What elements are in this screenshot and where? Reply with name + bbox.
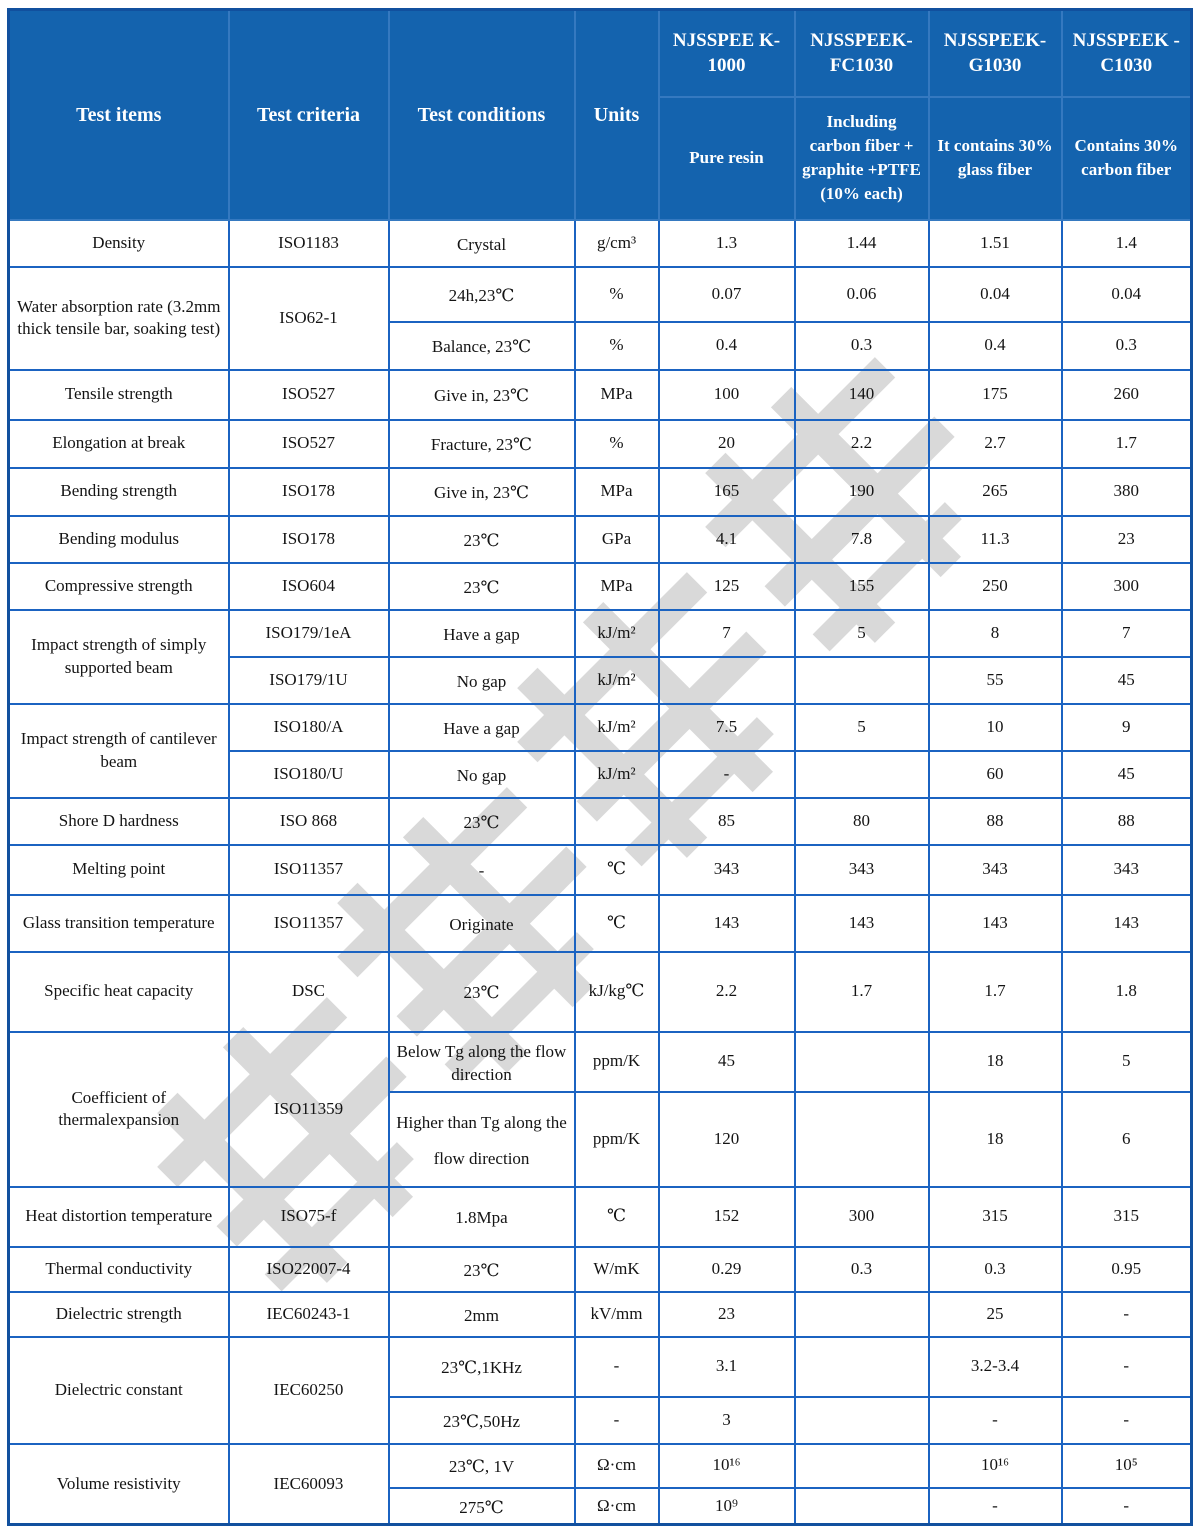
value-cell: 0.3 — [929, 1247, 1062, 1292]
product-name: NJSSPEE K-1000 — [659, 10, 795, 97]
table-row — [9, 1337, 1192, 1397]
test-item-cell: Thermal conductivity — [9, 1247, 229, 1292]
table-row — [9, 1247, 1192, 1292]
value-cell: 125 — [659, 563, 795, 610]
criteria-cell: ISO179/1eA — [229, 610, 389, 657]
condition-cell: Have a gap — [389, 704, 575, 751]
value-cell: 10⁹ — [659, 1488, 795, 1525]
product-name: NJSSPEEK -C1030 — [1062, 10, 1192, 97]
criteria-cell: ISO11357 — [229, 845, 389, 895]
unit-cell: MPa — [575, 468, 659, 516]
value-cell: 315 — [929, 1187, 1062, 1247]
unit-cell — [575, 798, 659, 845]
value-cell: 55 — [929, 657, 1062, 704]
condition-cell: 275℃ — [389, 1488, 575, 1525]
value-cell: 2.7 — [929, 420, 1062, 468]
condition-cell: No gap — [389, 751, 575, 798]
criteria-cell: ISO11357 — [229, 895, 389, 952]
col-header-test-conditions: Test conditions — [389, 10, 575, 220]
unit-cell: MPa — [575, 563, 659, 610]
criteria-cell: IEC60093 — [229, 1444, 389, 1525]
table-row — [9, 516, 1192, 563]
value-cell — [795, 1092, 929, 1187]
criteria-cell: ISO604 — [229, 563, 389, 610]
value-cell: 0.95 — [1062, 1247, 1192, 1292]
unit-cell: - — [575, 1337, 659, 1397]
value-cell: 4.1 — [659, 516, 795, 563]
test-item-cell: Tensile strength — [9, 370, 229, 420]
header-row-products — [9, 10, 1192, 97]
table-row — [9, 1292, 1192, 1337]
value-cell: 1.51 — [929, 220, 1062, 267]
value-cell: 260 — [1062, 370, 1192, 420]
condition-cell: Originate — [389, 895, 575, 952]
unit-cell: W/mK — [575, 1247, 659, 1292]
value-cell: 7 — [1062, 610, 1192, 657]
unit-cell: ppm/K — [575, 1032, 659, 1092]
unit-cell: % — [575, 420, 659, 468]
value-cell — [795, 751, 929, 798]
value-cell — [795, 1032, 929, 1092]
unit-cell: ℃ — [575, 1187, 659, 1247]
table-row — [9, 563, 1192, 610]
value-cell: - — [929, 1397, 1062, 1444]
value-cell: 0.3 — [795, 1247, 929, 1292]
value-cell: 100 — [659, 370, 795, 420]
value-cell: 190 — [795, 468, 929, 516]
criteria-cell: ISO527 — [229, 370, 389, 420]
condition-cell: Crystal — [389, 220, 575, 267]
table-row — [9, 1032, 1192, 1092]
unit-cell: kV/mm — [575, 1292, 659, 1337]
condition-cell: 23℃ — [389, 516, 575, 563]
condition-cell: 23℃, 1V — [389, 1444, 575, 1488]
value-cell: 0.4 — [659, 322, 795, 370]
condition-cell: 23℃ — [389, 798, 575, 845]
table-row — [9, 610, 1192, 657]
value-cell: 0.4 — [929, 322, 1062, 370]
value-cell — [795, 1337, 929, 1397]
value-cell: 80 — [795, 798, 929, 845]
value-cell: - — [929, 1488, 1062, 1525]
condition-cell: - — [389, 845, 575, 895]
value-cell: 9 — [1062, 704, 1192, 751]
test-item-cell: Coefficient of thermalexpansion — [9, 1032, 229, 1187]
condition-cell: Balance, 23℃ — [389, 322, 575, 370]
value-cell: 1.7 — [929, 952, 1062, 1032]
test-item-cell: Dielectric constant — [9, 1337, 229, 1444]
test-item-cell: Specific heat capacity — [9, 952, 229, 1032]
value-cell: 300 — [795, 1187, 929, 1247]
unit-cell: GPa — [575, 516, 659, 563]
table-row — [9, 845, 1192, 895]
table-row — [9, 420, 1192, 468]
value-cell: 5 — [1062, 1032, 1192, 1092]
value-cell: 11.3 — [929, 516, 1062, 563]
test-item-cell: Impact strength of simply supported beam — [9, 610, 229, 704]
value-cell: 265 — [929, 468, 1062, 516]
table-row — [9, 370, 1192, 420]
product-description: It contains 30% glass fiber — [929, 97, 1062, 220]
col-header-units: Units — [575, 10, 659, 220]
value-cell: 1.3 — [659, 220, 795, 267]
unit-cell: g/cm³ — [575, 220, 659, 267]
table-row — [9, 220, 1192, 267]
value-cell: 45 — [659, 1032, 795, 1092]
value-cell: 18 — [929, 1032, 1062, 1092]
value-cell: 3.1 — [659, 1337, 795, 1397]
unit-cell: % — [575, 267, 659, 322]
criteria-cell: ISO178 — [229, 516, 389, 563]
value-cell: 0.04 — [1062, 267, 1192, 322]
test-item-cell: Bending strength — [9, 468, 229, 516]
col-header-test-criteria: Test criteria — [229, 10, 389, 220]
condition-cell: Below Tg along the flow direction — [389, 1032, 575, 1092]
value-cell: 343 — [929, 845, 1062, 895]
condition-cell: Higher than Tg along the flow direction — [389, 1092, 575, 1187]
condition-cell: Have a gap — [389, 610, 575, 657]
unit-cell: kJ/m² — [575, 610, 659, 657]
value-cell: 10⁵ — [1062, 1444, 1192, 1488]
test-item-cell: Density — [9, 220, 229, 267]
value-cell: 3.2-3.4 — [929, 1337, 1062, 1397]
value-cell: 165 — [659, 468, 795, 516]
value-cell: 20 — [659, 420, 795, 468]
criteria-cell: ISO 868 — [229, 798, 389, 845]
unit-cell: Ω·cm — [575, 1444, 659, 1488]
test-item-cell: Glass transition temperature — [9, 895, 229, 952]
value-cell: 1.44 — [795, 220, 929, 267]
col-header-test-items: Test items — [9, 10, 229, 220]
value-cell: 7.8 — [795, 516, 929, 563]
value-cell: 45 — [1062, 751, 1192, 798]
value-cell: 380 — [1062, 468, 1192, 516]
value-cell: - — [659, 751, 795, 798]
value-cell: 0.29 — [659, 1247, 795, 1292]
value-cell: 2.2 — [659, 952, 795, 1032]
value-cell: 7 — [659, 610, 795, 657]
table-row — [9, 267, 1192, 322]
unit-cell: - — [575, 1397, 659, 1444]
value-cell: 2.2 — [795, 420, 929, 468]
value-cell: 1.8 — [1062, 952, 1192, 1032]
value-cell: 6 — [1062, 1092, 1192, 1187]
criteria-cell: DSC — [229, 952, 389, 1032]
condition-cell: Fracture, 23℃ — [389, 420, 575, 468]
test-item-cell: Water absorption rate (3.2mm thick tensile bar, soaking test) — [9, 267, 229, 370]
value-cell: 343 — [795, 845, 929, 895]
value-cell: 0.06 — [795, 267, 929, 322]
condition-cell: 23℃,1KHz — [389, 1337, 575, 1397]
material-properties-table — [7, 8, 1193, 1526]
test-item-cell: Shore D hardness — [9, 798, 229, 845]
table-row — [9, 952, 1192, 1032]
product-description: Contains 30% carbon fiber — [1062, 97, 1192, 220]
table-row — [9, 468, 1192, 516]
value-cell: 18 — [929, 1092, 1062, 1187]
table-row — [9, 704, 1192, 751]
value-cell — [795, 1444, 929, 1488]
condition-cell: 23℃ — [389, 952, 575, 1032]
condition-cell: 23℃,50Hz — [389, 1397, 575, 1444]
condition-cell: 24h,23℃ — [389, 267, 575, 322]
condition-cell: Give in, 23℃ — [389, 370, 575, 420]
value-cell: 1.4 — [1062, 220, 1192, 267]
value-cell: 85 — [659, 798, 795, 845]
test-item-cell: Volume resistivity — [9, 1444, 229, 1525]
value-cell: 343 — [659, 845, 795, 895]
value-cell: - — [1062, 1397, 1192, 1444]
value-cell: 60 — [929, 751, 1062, 798]
value-cell: 140 — [795, 370, 929, 420]
criteria-cell: ISO180/A — [229, 704, 389, 751]
value-cell: 7.5 — [659, 704, 795, 751]
test-item-cell: Impact strength of cantilever beam — [9, 704, 229, 798]
value-cell: - — [1062, 1488, 1192, 1525]
unit-cell: MPa — [575, 370, 659, 420]
table-row — [9, 1444, 1192, 1488]
value-cell: 5 — [795, 610, 929, 657]
condition-cell: No gap — [389, 657, 575, 704]
value-cell — [795, 1292, 929, 1337]
value-cell: 23 — [1062, 516, 1192, 563]
product-description: Including carbon fiber + graphite +PTFE (10% each) — [795, 97, 929, 220]
test-item-cell: Elongation at break — [9, 420, 229, 468]
value-cell: 45 — [1062, 657, 1192, 704]
criteria-cell: ISO178 — [229, 468, 389, 516]
unit-cell: kJ/m² — [575, 704, 659, 751]
value-cell: 1.7 — [795, 952, 929, 1032]
value-cell: 0.04 — [929, 267, 1062, 322]
value-cell: 0.3 — [795, 322, 929, 370]
value-cell: 10 — [929, 704, 1062, 751]
value-cell: - — [1062, 1292, 1192, 1337]
criteria-cell: ISO179/1U — [229, 657, 389, 704]
unit-cell: % — [575, 322, 659, 370]
condition-cell: 23℃ — [389, 1247, 575, 1292]
value-cell — [659, 657, 795, 704]
value-cell: 120 — [659, 1092, 795, 1187]
value-cell: 143 — [1062, 895, 1192, 952]
product-description: Pure resin — [659, 97, 795, 220]
value-cell: - — [1062, 1337, 1192, 1397]
value-cell: 10¹⁶ — [659, 1444, 795, 1488]
condition-cell: 2mm — [389, 1292, 575, 1337]
value-cell: 1.7 — [1062, 420, 1192, 468]
unit-cell: kJ/m² — [575, 751, 659, 798]
criteria-cell: IEC60243-1 — [229, 1292, 389, 1337]
value-cell: 10¹⁶ — [929, 1444, 1062, 1488]
criteria-cell: ISO62-1 — [229, 267, 389, 370]
unit-cell: ℃ — [575, 895, 659, 952]
test-item-cell: Compressive strength — [9, 563, 229, 610]
test-item-cell: Bending modulus — [9, 516, 229, 563]
value-cell: 5 — [795, 704, 929, 751]
test-item-cell: Dielectric strength — [9, 1292, 229, 1337]
value-cell: 155 — [795, 563, 929, 610]
criteria-cell: ISO527 — [229, 420, 389, 468]
product-name: NJSSPEEK-G1030 — [929, 10, 1062, 97]
criteria-cell: ISO75-f — [229, 1187, 389, 1247]
condition-cell: 1.8Mpa — [389, 1187, 575, 1247]
table-row — [9, 798, 1192, 845]
value-cell: 88 — [1062, 798, 1192, 845]
criteria-cell: ISO180/U — [229, 751, 389, 798]
value-cell — [795, 657, 929, 704]
unit-cell: ℃ — [575, 845, 659, 895]
criteria-cell: ISO22007-4 — [229, 1247, 389, 1292]
table-row — [9, 895, 1192, 952]
unit-cell: kJ/kg℃ — [575, 952, 659, 1032]
condition-cell: 23℃ — [389, 563, 575, 610]
value-cell: 0.3 — [1062, 322, 1192, 370]
test-item-cell: Heat distortion temperature — [9, 1187, 229, 1247]
condition-cell: Give in, 23℃ — [389, 468, 575, 516]
value-cell: 88 — [929, 798, 1062, 845]
value-cell: 143 — [929, 895, 1062, 952]
value-cell: 3 — [659, 1397, 795, 1444]
criteria-cell: ISO11359 — [229, 1032, 389, 1187]
value-cell: 25 — [929, 1292, 1062, 1337]
value-cell: 175 — [929, 370, 1062, 420]
value-cell: 143 — [795, 895, 929, 952]
value-cell: 315 — [1062, 1187, 1192, 1247]
value-cell: 250 — [929, 563, 1062, 610]
value-cell: 343 — [1062, 845, 1192, 895]
value-cell: 143 — [659, 895, 795, 952]
product-name: NJSSPEEK-FC1030 — [795, 10, 929, 97]
criteria-cell: IEC60250 — [229, 1337, 389, 1444]
unit-cell: kJ/m² — [575, 657, 659, 704]
unit-cell: ppm/K — [575, 1092, 659, 1187]
value-cell: 8 — [929, 610, 1062, 657]
table-row — [9, 1187, 1192, 1247]
criteria-cell: ISO1183 — [229, 220, 389, 267]
test-item-cell: Melting point — [9, 845, 229, 895]
unit-cell: Ω·cm — [575, 1488, 659, 1525]
value-cell — [795, 1488, 929, 1525]
value-cell — [795, 1397, 929, 1444]
value-cell: 23 — [659, 1292, 795, 1337]
value-cell: 300 — [1062, 563, 1192, 610]
value-cell: 152 — [659, 1187, 795, 1247]
value-cell: 0.07 — [659, 267, 795, 322]
